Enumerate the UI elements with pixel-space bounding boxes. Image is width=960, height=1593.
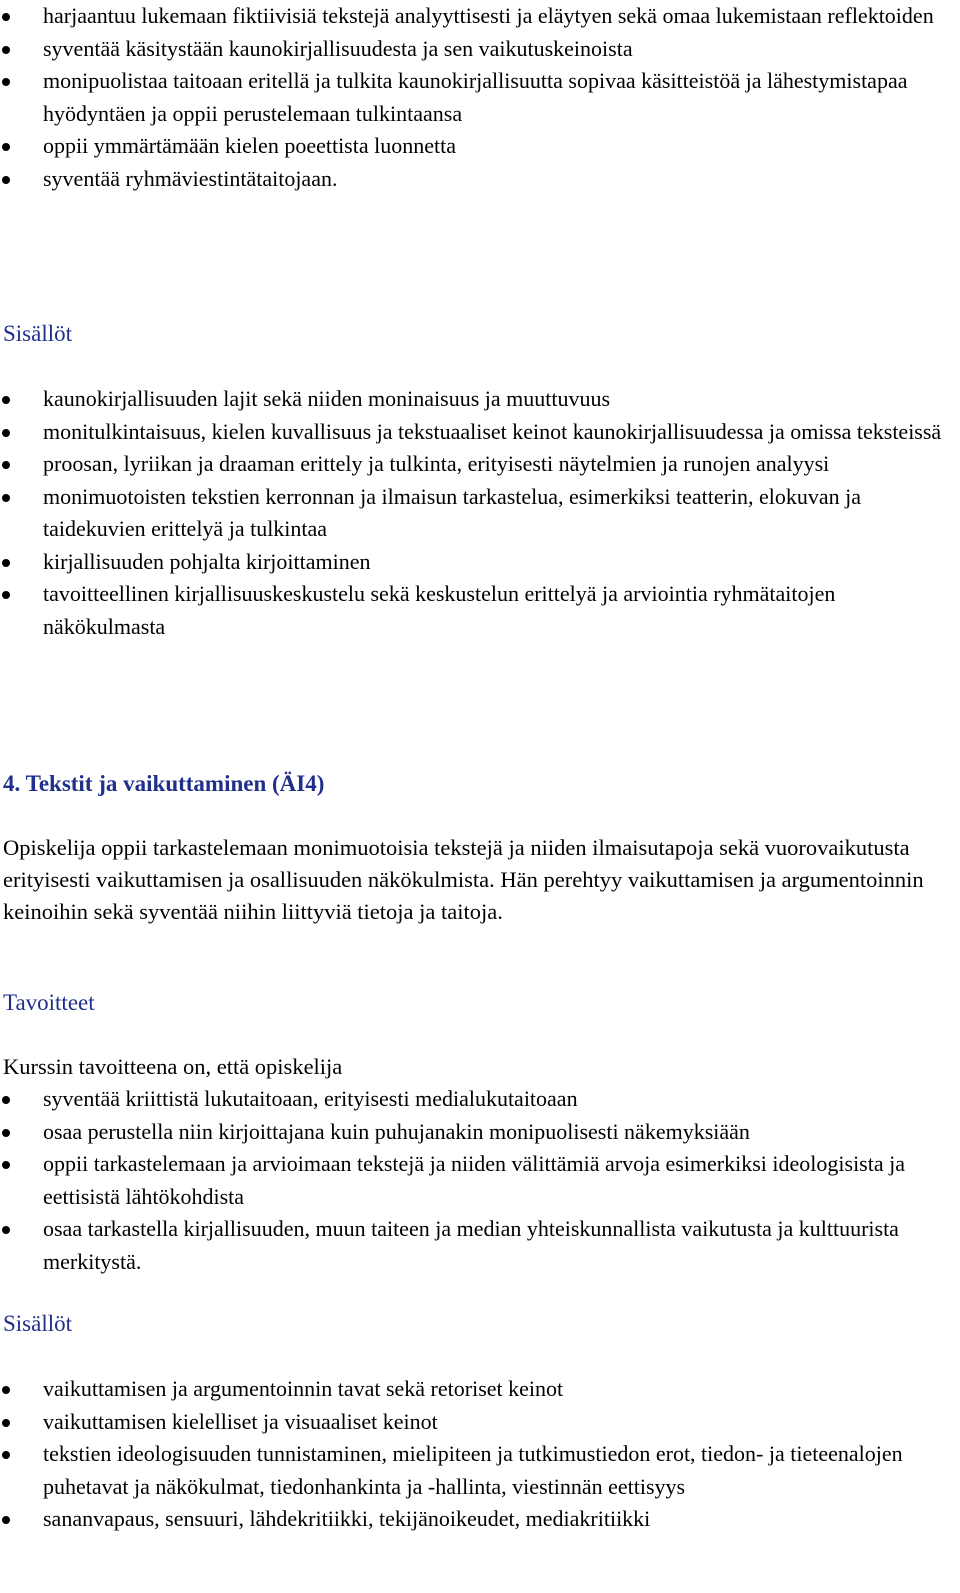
section-description: Opiskelija oppii tarkastelemaan monimuotoisia tekstejä ja niiden ilmaisutapoja sekä vuorovaikutusta erityisesti vaikuttamisen ja osallisuuden näkökulmista. Hän perehtyy vaikuttamisen ja argumentoinnin keinoihin sekä syventää niihin liittyviä tietoja ja taitoja.: [3, 835, 924, 924]
list-item: sananvapaus, sensuuri, lähdekritiikki, tekijänoikeudet, mediakritiikki: [0, 1503, 960, 1536]
contents-list-section4: [0, 1373, 960, 1536]
contents-heading-section4: Sisällöt: [3, 1311, 73, 1336]
contents-list-section3: [0, 383, 960, 643]
list-item: kaunokirjallisuuden lajit sekä niiden moninaisuus ja muuttuvuus: [0, 383, 960, 416]
list-item: monitulkintaisuus, kielen kuvallisuus ja tekstuaaliset keinot kaunokirjallisuudessa ja omissa teksteissä: [0, 416, 960, 449]
list-item: oppii ymmärtämään kielen poeettista luonnetta: [0, 130, 960, 163]
goals-continued-list: [0, 0, 960, 195]
list-item: syventää käsitystään kaunokirjallisuudesta ja sen vaikutuskeinoista: [0, 33, 960, 66]
contents-heading-section3: Sisällöt: [3, 321, 73, 346]
list-item: harjaantuu lukemaan fiktiivisiä tekstejä analyyttisesti ja eläytyen sekä omaa lukemistaan reflektoiden: [0, 0, 960, 33]
goals-intro: Kurssin tavoitteena on, että opiskelija: [3, 1054, 343, 1079]
list-item: osaa tarkastella kirjallisuuden, muun taiteen ja median yhteiskunnallista vaikutusta ja kulttuurista merkitystä.: [0, 1213, 960, 1278]
list-item: proosan, lyriikan ja draaman erittely ja tulkinta, erityisesti näytelmien ja runojen analyysi: [0, 448, 960, 481]
list-item: kirjallisuuden pohjalta kirjoittaminen: [0, 546, 960, 579]
list-item: syventää ryhmäviestintätaitojaan.: [0, 163, 960, 196]
list-item: monipuolistaa taitoaan eritellä ja tulkita kaunokirjallisuutta sopivaa käsitteistöä ja lähestymistapaa hyödyntäen ja oppii perustelemaan tulkintaansa: [0, 65, 960, 130]
goals-list-section4: [0, 1083, 960, 1278]
list-item: vaikuttamisen ja argumentoinnin tavat sekä retoriset keinot: [0, 1373, 960, 1406]
list-item: syventää kriittistä lukutaitoaan, erityisesti medialukutaitoaan: [0, 1083, 960, 1116]
section-title: 4. Tekstit ja vaikuttaminen (ÄI4): [3, 771, 325, 796]
list-item: vaikuttamisen kielelliset ja visuaaliset keinot: [0, 1406, 960, 1439]
list-item: tekstien ideologisuuden tunnistaminen, mielipiteen ja tutkimustiedon erot, tiedon- ja tieteenalojen puhetavat ja näkökulmat, tiedonhankinta ja -hallinta, viestinnän eettisyys: [0, 1438, 960, 1503]
list-item: monimuotoisten tekstien kerronnan ja ilmaisun tarkastelua, esimerkiksi teatterin, elokuvan ja taidekuvien erittelyä ja tulkintaa: [0, 481, 960, 546]
goals-heading: Tavoitteet: [3, 990, 95, 1015]
list-item: tavoitteellinen kirjallisuuskeskustelu sekä keskustelun erittelyä ja arviointia ryhmätaitojen näkökulmasta: [0, 578, 960, 643]
list-item: osaa perustella niin kirjoittajana kuin puhujanakin monipuolisesti näkemyksiään: [0, 1116, 960, 1149]
list-item: oppii tarkastelemaan ja arvioimaan tekstejä ja niiden välittämiä arvoja esimerkiksi ideologisista ja eettisistä lähtökohdista: [0, 1148, 960, 1213]
